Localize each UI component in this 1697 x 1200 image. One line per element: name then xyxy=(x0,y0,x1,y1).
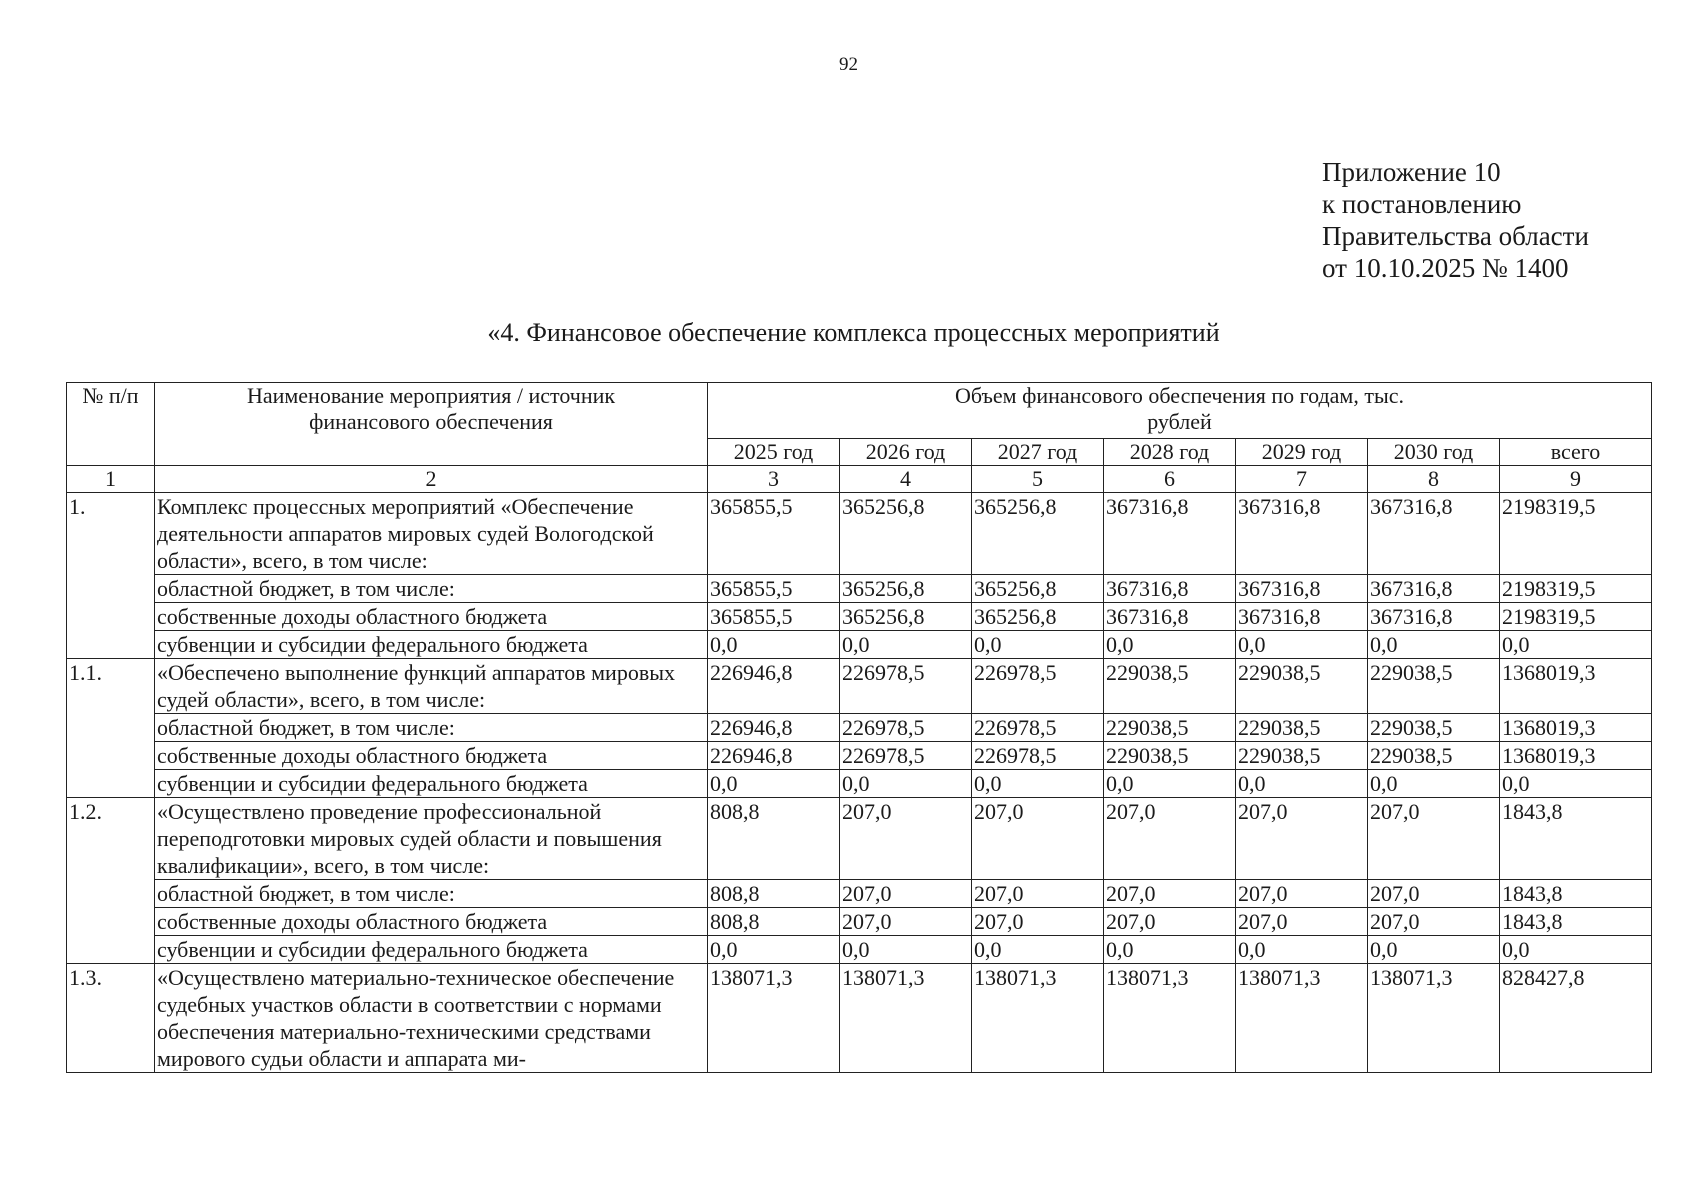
table-row-main xyxy=(67,964,1652,1073)
cell-value: 367316,8 xyxy=(1368,493,1500,575)
cell-value: 226978,5 xyxy=(840,714,972,742)
header-year: 2027 год xyxy=(972,439,1104,466)
table-body xyxy=(67,493,1652,1073)
cell-value: 226978,5 xyxy=(972,659,1104,714)
cell-value: 138071,3 xyxy=(972,964,1104,1073)
appendix-line: Правительства области xyxy=(1322,221,1589,251)
cell-total: 2198319,5 xyxy=(1500,493,1652,575)
cell-total: 828427,8 xyxy=(1500,964,1652,1073)
row-name: областной бюджет, в том числе: xyxy=(155,575,708,603)
cell-value: 229038,5 xyxy=(1236,659,1368,714)
cell-value: 367316,8 xyxy=(1104,493,1236,575)
col-number: 7 xyxy=(1236,466,1368,493)
table-row-source xyxy=(67,603,1652,631)
cell-value: 229038,5 xyxy=(1236,714,1368,742)
cell-total: 0,0 xyxy=(1500,936,1652,964)
table-row-source xyxy=(67,631,1652,659)
cell-value: 207,0 xyxy=(840,798,972,880)
cell-value: 367316,8 xyxy=(1236,603,1368,631)
cell-value: 808,8 xyxy=(708,798,840,880)
cell-value: 0,0 xyxy=(1236,631,1368,659)
col-number: 3 xyxy=(708,466,840,493)
cell-value: 229038,5 xyxy=(1104,659,1236,714)
cell-value: 0,0 xyxy=(840,936,972,964)
cell-total: 1368019,3 xyxy=(1500,742,1652,770)
cell-value: 138071,3 xyxy=(840,964,972,1073)
cell-total: 0,0 xyxy=(1500,770,1652,798)
cell-value: 207,0 xyxy=(840,880,972,908)
cell-value: 0,0 xyxy=(1368,631,1500,659)
cell-value: 0,0 xyxy=(708,936,840,964)
cell-value: 207,0 xyxy=(840,908,972,936)
row-index: 1.1. xyxy=(67,659,155,798)
row-index: 1. xyxy=(67,493,155,659)
cell-total: 1843,8 xyxy=(1500,908,1652,936)
cell-value: 138071,3 xyxy=(708,964,840,1073)
table-row-main xyxy=(67,659,1652,714)
header-year: 2029 год xyxy=(1236,439,1368,466)
row-name: Комплекс процессных мероприятий «Обеспечение деятельности аппаратов мировых судей Вологодской области», всего, в том числе: xyxy=(155,493,708,575)
header-total: всего xyxy=(1500,439,1652,466)
cell-value: 0,0 xyxy=(1236,770,1368,798)
cell-total: 1368019,3 xyxy=(1500,714,1652,742)
cell-value: 207,0 xyxy=(1368,908,1500,936)
row-name: субвенции и субсидии федерального бюджета xyxy=(155,631,708,659)
cell-value: 207,0 xyxy=(1236,908,1368,936)
cell-value: 0,0 xyxy=(972,936,1104,964)
cell-value: 0,0 xyxy=(972,631,1104,659)
cell-value: 207,0 xyxy=(1236,798,1368,880)
cell-value: 226978,5 xyxy=(840,659,972,714)
header-year: 2025 год xyxy=(708,439,840,466)
row-name: субвенции и субсидии федерального бюджета xyxy=(155,936,708,964)
cell-value: 365256,8 xyxy=(972,603,1104,631)
cell-value: 0,0 xyxy=(1104,770,1236,798)
row-name: областной бюджет, в том числе: xyxy=(155,880,708,908)
header-volume: Объем финансового обеспечения по годам, тыс. рублей xyxy=(708,383,1652,439)
cell-total: 2198319,5 xyxy=(1500,603,1652,631)
cell-total: 2198319,5 xyxy=(1500,575,1652,603)
row-name: субвенции и субсидии федерального бюджета xyxy=(155,770,708,798)
cell-value: 367316,8 xyxy=(1236,493,1368,575)
col-number: 4 xyxy=(840,466,972,493)
cell-value: 0,0 xyxy=(1236,936,1368,964)
table-row-source xyxy=(67,936,1652,964)
cell-value: 138071,3 xyxy=(1236,964,1368,1073)
cell-value: 226978,5 xyxy=(840,742,972,770)
cell-value: 0,0 xyxy=(840,631,972,659)
row-name: областной бюджет, в том числе: xyxy=(155,714,708,742)
cell-value: 365855,5 xyxy=(708,575,840,603)
cell-total: 1843,8 xyxy=(1500,798,1652,880)
col-number: 2 xyxy=(155,466,708,493)
cell-value: 365256,8 xyxy=(972,575,1104,603)
cell-total: 0,0 xyxy=(1500,631,1652,659)
column-numbers-row xyxy=(67,466,1652,493)
header-row xyxy=(67,383,1652,439)
col-number: 6 xyxy=(1104,466,1236,493)
cell-value: 365855,5 xyxy=(708,603,840,631)
row-name: собственные доходы областного бюджета xyxy=(155,908,708,936)
header-year: 2028 год xyxy=(1104,439,1236,466)
table-row-source xyxy=(67,908,1652,936)
cell-value: 0,0 xyxy=(1104,936,1236,964)
section-title: «4. Финансовое обеспечение комплекса процессных мероприятий xyxy=(487,318,1220,347)
cell-value: 226978,5 xyxy=(972,714,1104,742)
cell-value: 0,0 xyxy=(1368,936,1500,964)
table-row-source xyxy=(67,770,1652,798)
cell-value: 365256,8 xyxy=(840,603,972,631)
cell-value: 207,0 xyxy=(1104,908,1236,936)
cell-value: 207,0 xyxy=(1104,798,1236,880)
table-row-source xyxy=(67,714,1652,742)
cell-value: 0,0 xyxy=(708,631,840,659)
table-row-source xyxy=(67,742,1652,770)
cell-value: 138071,3 xyxy=(1368,964,1500,1073)
cell-value: 207,0 xyxy=(1368,798,1500,880)
financing-table xyxy=(66,382,1652,1073)
cell-value: 0,0 xyxy=(708,770,840,798)
cell-value: 808,8 xyxy=(708,908,840,936)
table-row-main xyxy=(67,798,1652,880)
cell-value: 0,0 xyxy=(972,770,1104,798)
header-name: Наименование мероприятия / источник финансового обеспечения xyxy=(155,383,708,466)
cell-value: 207,0 xyxy=(1236,880,1368,908)
cell-value: 365256,8 xyxy=(972,493,1104,575)
cell-value: 367316,8 xyxy=(1104,603,1236,631)
cell-value: 207,0 xyxy=(1368,880,1500,908)
cell-value: 0,0 xyxy=(1104,631,1236,659)
table-row-source xyxy=(67,880,1652,908)
header-year: 2030 год xyxy=(1368,439,1500,466)
cell-value: 0,0 xyxy=(840,770,972,798)
col-number: 5 xyxy=(972,466,1104,493)
page-number: 92 xyxy=(839,54,858,75)
cell-value: 226946,8 xyxy=(708,659,840,714)
cell-value: 226978,5 xyxy=(972,742,1104,770)
cell-value: 229038,5 xyxy=(1104,714,1236,742)
cell-value: 229038,5 xyxy=(1368,659,1500,714)
appendix-line: к постановлению xyxy=(1322,189,1522,219)
header-year: 2026 год xyxy=(840,439,972,466)
row-index: 1.3. xyxy=(67,964,155,1073)
cell-value: 207,0 xyxy=(972,798,1104,880)
row-name: собственные доходы областного бюджета xyxy=(155,603,708,631)
cell-value: 365855,5 xyxy=(708,493,840,575)
cell-value: 138071,3 xyxy=(1104,964,1236,1073)
cell-value: 207,0 xyxy=(1104,880,1236,908)
row-index: 1.2. xyxy=(67,798,155,964)
col-number: 1 xyxy=(67,466,155,493)
table-row-main xyxy=(67,493,1652,575)
cell-value: 229038,5 xyxy=(1104,742,1236,770)
cell-value: 207,0 xyxy=(972,880,1104,908)
cell-value: 365256,8 xyxy=(840,575,972,603)
cell-total: 1843,8 xyxy=(1500,880,1652,908)
cell-value: 808,8 xyxy=(708,880,840,908)
cell-value: 0,0 xyxy=(1368,770,1500,798)
cell-total: 1368019,3 xyxy=(1500,659,1652,714)
appendix-line: от 10.10.2025 № 1400 xyxy=(1322,253,1569,283)
cell-value: 226946,8 xyxy=(708,714,840,742)
cell-value: 229038,5 xyxy=(1368,742,1500,770)
cell-value: 229038,5 xyxy=(1236,742,1368,770)
cell-value: 367316,8 xyxy=(1236,575,1368,603)
appendix-block xyxy=(1322,156,1589,284)
cell-value: 226946,8 xyxy=(708,742,840,770)
row-name: «Осуществлено материально-техническое обеспечение судебных участков области в соответствии с нормами обеспечения материально-техническими средствами мирового судьи области и аппарата ми- xyxy=(155,964,708,1073)
cell-value: 229038,5 xyxy=(1368,714,1500,742)
cell-value: 367316,8 xyxy=(1104,575,1236,603)
cell-value: 367316,8 xyxy=(1368,575,1500,603)
col-number: 9 xyxy=(1500,466,1652,493)
cell-value: 365256,8 xyxy=(840,493,972,575)
appendix-line: Приложение 10 xyxy=(1322,157,1501,187)
col-number: 8 xyxy=(1368,466,1500,493)
row-name: собственные доходы областного бюджета xyxy=(155,742,708,770)
row-name: «Осуществлено проведение профессиональной переподготовки мировых судей области и повышения квалификации», всего, в том числе: xyxy=(155,798,708,880)
cell-value: 367316,8 xyxy=(1368,603,1500,631)
table-row-source xyxy=(67,575,1652,603)
cell-value: 207,0 xyxy=(972,908,1104,936)
row-name: «Обеспечено выполнение функций аппаратов мировых судей области», всего, в том числе: xyxy=(155,659,708,714)
header-num: № п/п xyxy=(67,383,155,466)
